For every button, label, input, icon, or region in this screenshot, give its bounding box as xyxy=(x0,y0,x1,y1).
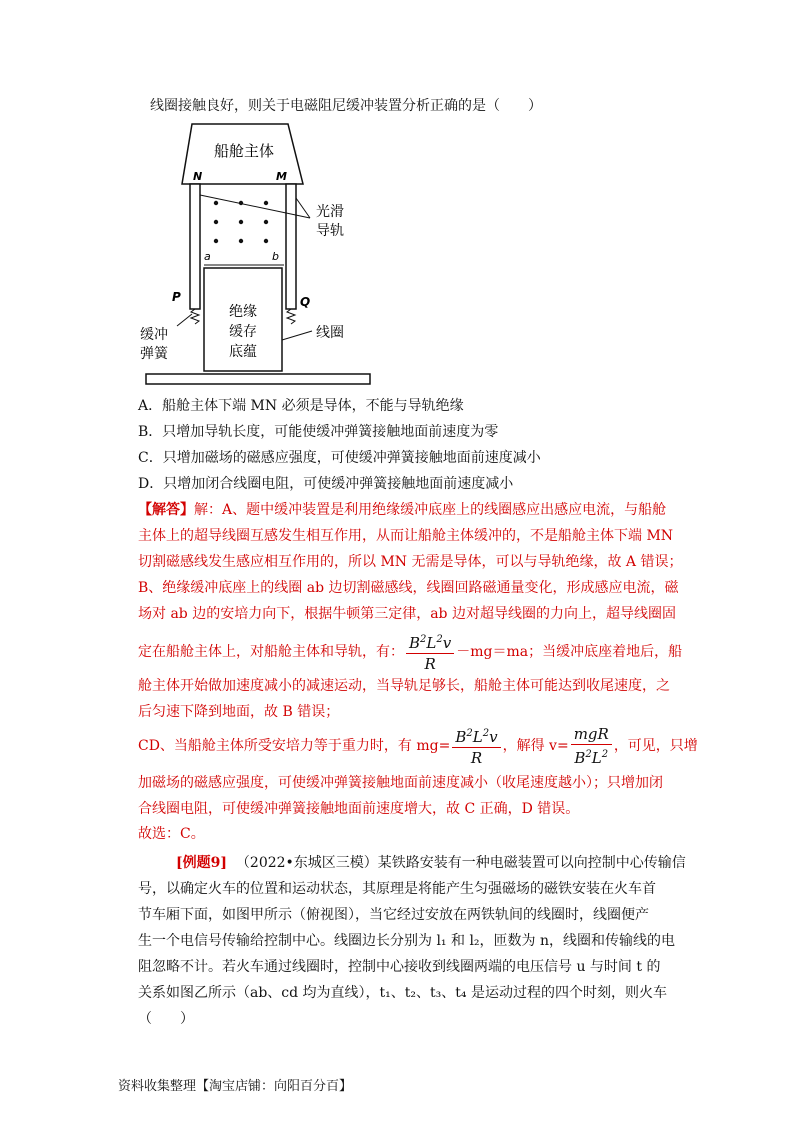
svg-text:Q: Q xyxy=(300,295,311,309)
answer-line-5: 场对 ab 边的安培力向下，根据牛顿第三定律，ab 边对超导线圈的力向上，超导线圈固 xyxy=(138,606,676,622)
svg-text:光滑: 光滑 xyxy=(316,204,344,220)
svg-text:缓存: 缓存 xyxy=(229,324,257,340)
ground xyxy=(146,374,370,384)
question-intro: 线圈接触良好，则关于电磁阻尼缓冲装置分析正确的是（ ） xyxy=(150,98,542,114)
answer-line-1: 【解答】解：A、题中缓冲装置是利用绝缘缓冲底座上的线圈感应出感应电流，与船舱 xyxy=(138,502,667,518)
answer-line-11: 合线圈电阻，可使缓冲弹簧接触地面前速度增大，故 C 正确，D 错误。 xyxy=(138,801,580,817)
option-b: B．只增加导轨长度，可能使缓冲弹簧接触地面前速度为零 xyxy=(138,424,499,440)
answer-tag: 【解答】 xyxy=(138,502,194,518)
cabin-title: 船舱主体 xyxy=(213,142,275,160)
right-rail xyxy=(286,184,296,309)
answer-line-10: 加磁场的磁感应强度，可使缓冲弹簧接触地面前速度减小（收尾速度越小）；只增加闭 xyxy=(138,775,663,791)
option-d: D．只增加闭合线圈电阻，可使缓冲弹簧接触地面前速度减小 xyxy=(138,476,514,492)
answer-choice: 故选：C。 xyxy=(138,826,205,842)
answer-line-9: CD、当船舱主体所受安培力等于重力时，有 mg= $\frac{B^2L^2v}{R}$ ，解得 v= $\frac{\text{mgR}}{B^2L^2}$ ，可见，只增 xyxy=(138,725,698,767)
answer-line-6: 定在船舱主体上，对船舱主体和导轨，有： $\frac{B^2L^2v}{R}$ －mg＝ma；当缓冲底座着地后，船 xyxy=(138,630,682,674)
damper-diagram xyxy=(140,118,380,390)
example-line-3: 节车厢下面，如图甲所示（俯视图），当它经过安放在两铁轨间的线圈时，线圈便产 xyxy=(138,907,649,923)
example-line-6: 关系如图乙所示（ab、cd 均为直线），t₁、t₂、t₃、t₄ 是运动过程的四个时刻，则火车 xyxy=(138,985,667,1001)
page-footer: 资料收集整理【淘宝店铺：向阳百分百】 xyxy=(118,1079,353,1094)
example-line-4: 生一个电信号传输给控制中心。线圈边长分别为 l₁ 和 l₂，匝数为 n，线圈和传输线的电 xyxy=(138,933,675,949)
svg-text:导轨: 导轨 xyxy=(316,223,344,239)
answer-line-2: 主体上的超导线圈互感发生相互作用，从而让船舱主体缓冲的，不是船舱主体下端 MN xyxy=(138,528,674,544)
answer-line-7: 舱主体开始做加速度减小的减速运动，当导轨足够长，船舱主体可能达到收尾速度，之 xyxy=(138,678,670,694)
option-c: C．只增加磁场的磁感应强度，可使缓冲弹簧接触地面前速度减小 xyxy=(138,450,541,466)
svg-text:线圈: 线圈 xyxy=(316,325,344,341)
example-line-1: [例题9] （2022•东城区三模）某铁路安装有一种电磁装置可以向控制中心传输信 xyxy=(176,855,686,871)
option-a: A．船舱主体下端 MN 必须是导体，不能与导轨绝缘 xyxy=(138,398,464,414)
right-spring xyxy=(287,309,295,324)
example-tag: [例题9] xyxy=(176,855,227,871)
force-fraction: $\frac{B^2L^2v}{R}$ xyxy=(406,630,454,674)
answer-line-4: B、绝缘缓冲底座上的线圈 ab 边切割磁感线，线圈回路磁通量变化，形成感应电流，磁 xyxy=(138,580,679,596)
svg-text:绝缘: 绝缘 xyxy=(229,304,257,320)
answer-line-3: 切割磁感线发生感应相互作用的，所以 MN 无需是导体，可以与导轨绝缘，故 A 错误； xyxy=(138,554,683,570)
svg-text:b: b xyxy=(272,250,279,263)
velocity-fraction: $\frac{\text{mgR}}{B^2L^2}$ xyxy=(571,724,612,768)
example-line-2: 号，以确定火车的位置和运动状态，其原理是将能产生匀强磁场的磁铁安装在火车首 xyxy=(138,881,656,897)
answer-line-8: 后匀速下降到地面，故 B 错误； xyxy=(138,704,340,720)
svg-text:弹簧: 弹簧 xyxy=(140,346,168,362)
left-rail xyxy=(190,184,200,309)
svg-text:P: P xyxy=(172,290,181,304)
svg-text:a: a xyxy=(204,250,211,263)
example-line-7: （ ） xyxy=(138,1011,194,1027)
example-line-5: 阻忽略不计。若火车通过线圈时，控制中心接收到线圈两端的电压信号 u 与时间 t 的 xyxy=(138,959,661,975)
svg-text:底蕴: 底蕴 xyxy=(229,344,257,360)
svg-text:M: M xyxy=(276,170,287,183)
svg-text:缓冲: 缓冲 xyxy=(140,327,168,343)
left-spring xyxy=(191,309,199,324)
svg-text:N: N xyxy=(193,170,203,183)
mg-fraction: $\frac{B^2L^2v}{R}$ xyxy=(452,724,500,768)
